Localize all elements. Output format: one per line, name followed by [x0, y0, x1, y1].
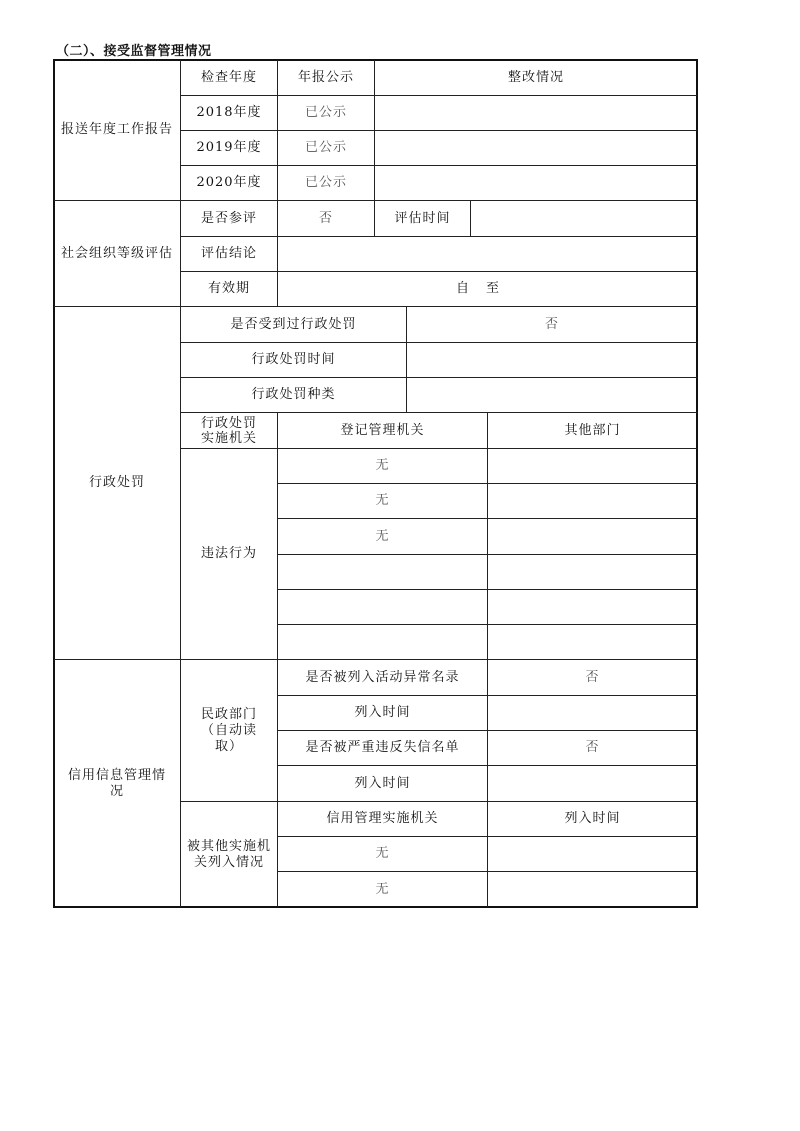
annual-status-cell: 已公示	[304, 105, 347, 120]
annual-year-cell: 2018年度	[196, 105, 262, 120]
penalty-received-label: 是否受到过行政处罚	[230, 316, 357, 332]
violation-label: 违法行为	[200, 546, 257, 561]
serious-list-value: 否	[585, 740, 600, 755]
violation-cell: 无	[375, 458, 390, 473]
annual-status-cell: 已公示	[304, 140, 347, 155]
rating-label: 社会组织等级评估	[60, 245, 173, 261]
rating-participated-value: 否	[318, 210, 333, 226]
other-agency-label: 被其他实施机关列入情况	[187, 838, 272, 870]
rating-time-label: 评估时间	[394, 210, 451, 226]
penalty-type-label: 行政处罚种类	[251, 387, 336, 402]
annual-status-cell: 已公示	[304, 175, 347, 190]
listed-time-label: 列入时间	[354, 775, 411, 791]
header-rectification: 整改情况	[507, 69, 564, 85]
rating-participated-label: 是否参评	[200, 210, 257, 226]
other-time-col: 列入时间	[564, 811, 621, 826]
civil-affairs-label: 民政部门（自动读取）	[200, 706, 257, 754]
other-agency-cell: 无	[375, 846, 390, 861]
validity-to: 至	[485, 281, 500, 296]
penalty-agency-other: 其他部门	[564, 422, 621, 438]
other-agency-col: 信用管理实施机关	[326, 811, 439, 826]
serious-list-label: 是否被严重违反失信名单	[305, 740, 460, 755]
other-agency-cell: 无	[375, 881, 390, 897]
penalty-label: 行政处罚	[88, 475, 145, 490]
penalty-time-label: 行政处罚时间	[251, 352, 336, 367]
page-title: （二）、接受监督管理情况	[56, 44, 212, 59]
rating-result-label: 评估结论	[200, 246, 257, 261]
header-publication: 年报公示	[297, 69, 354, 85]
penalty-agency-registration: 登记管理机关	[340, 422, 425, 438]
penalty-received-value: 否	[544, 316, 559, 332]
rating-validity-label: 有效期	[207, 281, 250, 296]
annual-report-label: 报送年度工作报告	[60, 122, 173, 137]
abnormal-list-value: 否	[585, 669, 600, 685]
penalty-agency-label: 行政处罚实施机关	[200, 415, 257, 446]
annual-year-cell: 2020年度	[196, 175, 262, 190]
violation-cell: 无	[375, 493, 390, 508]
abnormal-list-label: 是否被列入活动异常名录	[305, 669, 460, 685]
header-check-year: 检查年度	[200, 69, 257, 85]
validity-from: 自	[455, 281, 470, 296]
credit-label: 信用信息管理情况	[67, 767, 166, 799]
annual-year-cell: 2019年度	[196, 140, 262, 155]
listed-time-label: 列入时间	[354, 705, 411, 720]
violation-cell: 无	[375, 528, 390, 544]
